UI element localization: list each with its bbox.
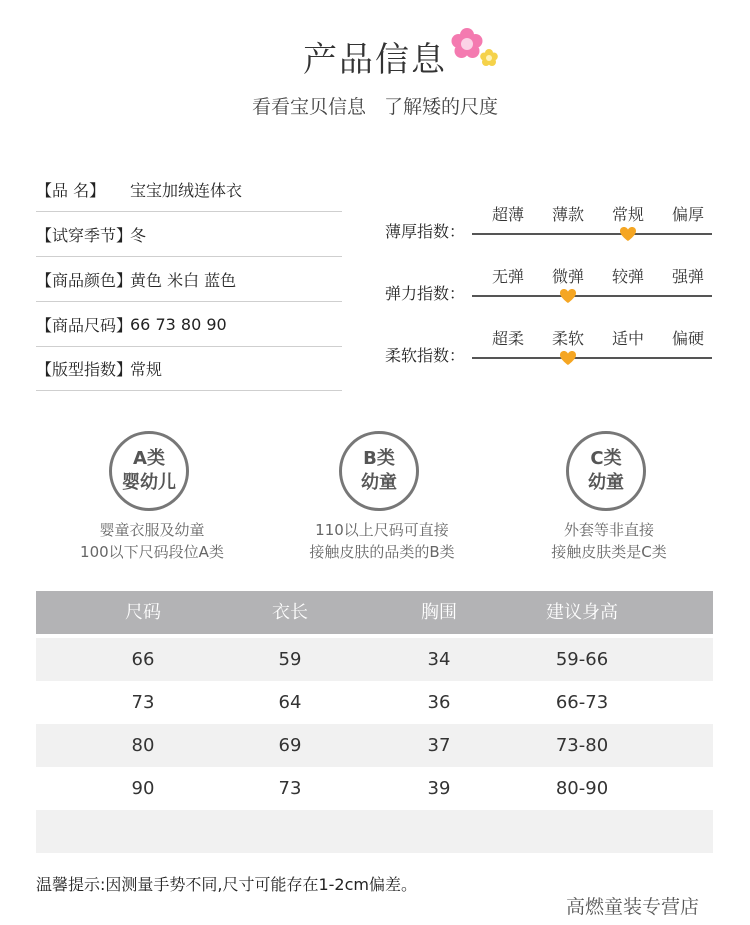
indicator-option: 无弹 <box>491 267 524 286</box>
class-desc-line: 外套等非直接 <box>563 521 654 539</box>
info-key: 【品 名】 <box>36 180 106 200</box>
size-table-header <box>36 591 713 634</box>
table-cell: 69 <box>278 735 302 756</box>
indicator-option: 偏硬 <box>671 329 704 348</box>
class-desc-line: 接触皮肤的品类的B类 <box>309 543 455 561</box>
class-a-badge <box>109 431 189 511</box>
info-value: 冬 <box>130 225 147 245</box>
subtitle-right: 了解矮的尺度 <box>384 96 499 118</box>
table-row <box>36 681 713 724</box>
table-row <box>36 638 713 681</box>
info-key: 【商品颜色】 <box>36 270 133 290</box>
table-cell: 34 <box>427 649 451 670</box>
table-cell: 73 <box>278 778 302 799</box>
indicator-option: 超薄 <box>491 205 524 224</box>
table-cell: 64 <box>278 692 302 713</box>
indicator-option: 适中 <box>611 329 644 348</box>
table-cell: 66-73 <box>555 692 609 713</box>
indicator-option: 偏厚 <box>671 205 704 224</box>
indicator-line <box>472 357 712 359</box>
table-cell: 59-66 <box>555 649 609 670</box>
class-badge-line2: 幼童 <box>588 472 624 493</box>
table-cell: 59 <box>278 649 302 670</box>
indicator-label: 弹力指数： <box>385 284 466 303</box>
table-cell: 37 <box>427 735 451 756</box>
heart-marker-icon <box>559 350 577 366</box>
table-row <box>36 767 713 810</box>
class-badge-line1: A类 <box>133 448 165 469</box>
table-row-empty <box>36 810 713 853</box>
table-header-cell: 建议身高 <box>546 602 618 623</box>
indicator-label: 薄厚指数： <box>385 222 466 241</box>
info-value: 黄色 米白 蓝色 <box>130 270 237 290</box>
indicator-option: 薄款 <box>551 205 584 224</box>
class-badge-line2: 幼童 <box>361 472 397 493</box>
heart-marker-icon <box>619 226 637 242</box>
indicator-option: 强弹 <box>671 267 704 286</box>
indicator-line <box>472 233 712 235</box>
table-cell: 80 <box>131 735 155 756</box>
page-title: 产品信息 <box>303 40 447 80</box>
info-row-size <box>36 302 342 347</box>
info-key: 【商品尺码】 <box>36 315 133 335</box>
heart-marker-icon <box>559 288 577 304</box>
class-b-description <box>262 519 502 563</box>
indicator-option: 微弹 <box>551 267 584 286</box>
indicator-option: 超柔 <box>491 329 524 348</box>
table-cell: 36 <box>427 692 451 713</box>
class-badge-line1: C类 <box>590 448 622 469</box>
class-desc-line: 110以上尺码可直接 <box>315 521 449 539</box>
indicator-label: 柔软指数： <box>385 346 466 365</box>
page-title-wrap <box>0 32 750 81</box>
indicator-option: 常规 <box>611 205 644 224</box>
table-header-cell: 尺码 <box>125 602 161 623</box>
store-watermark: 高燃童装专营店 <box>566 896 700 918</box>
indicator-option: 较弹 <box>611 267 644 286</box>
info-value: 常规 <box>130 359 163 379</box>
info-value: 66 73 80 90 <box>130 314 227 334</box>
page-subtitle <box>0 92 750 119</box>
class-b-badge <box>339 431 419 511</box>
class-desc-line: 婴童衣服及幼童 <box>99 521 205 539</box>
info-row-name <box>36 167 342 212</box>
info-value: 宝宝加绒连体衣 <box>130 180 243 200</box>
subtitle-left: 看看宝贝信息 <box>251 96 366 118</box>
info-key: 【试穿季节】 <box>36 225 133 245</box>
info-row-season <box>36 212 342 257</box>
measurement-note: 温馨提示:因测量手势不同,尺寸可能存在1-2cm偏差。 <box>36 875 417 894</box>
class-desc-line: 接触皮肤类是C类 <box>551 543 667 561</box>
flower-decoration-icon <box>447 26 507 76</box>
class-badge-line1: B类 <box>363 448 395 469</box>
class-a-description <box>32 519 272 563</box>
table-cell: 90 <box>131 778 155 799</box>
indicator-option: 柔软 <box>551 329 584 348</box>
table-cell: 39 <box>427 778 451 799</box>
class-desc-line: 100以下尺码段位A类 <box>80 543 224 561</box>
table-row <box>36 724 713 767</box>
class-c-badge <box>566 431 646 511</box>
indicator-line <box>472 295 712 297</box>
info-row-color <box>36 257 342 302</box>
table-cell: 73-80 <box>555 735 609 756</box>
table-header-cell: 衣长 <box>272 602 308 623</box>
class-c-description <box>489 519 729 563</box>
table-cell: 73 <box>131 692 155 713</box>
class-badge-line2: 婴幼儿 <box>122 472 176 493</box>
table-cell: 66 <box>131 649 155 670</box>
table-header-cell: 胸围 <box>421 602 457 623</box>
info-key: 【版型指数】 <box>36 359 133 379</box>
table-cell: 80-90 <box>555 778 609 799</box>
info-row-fit <box>36 346 342 391</box>
